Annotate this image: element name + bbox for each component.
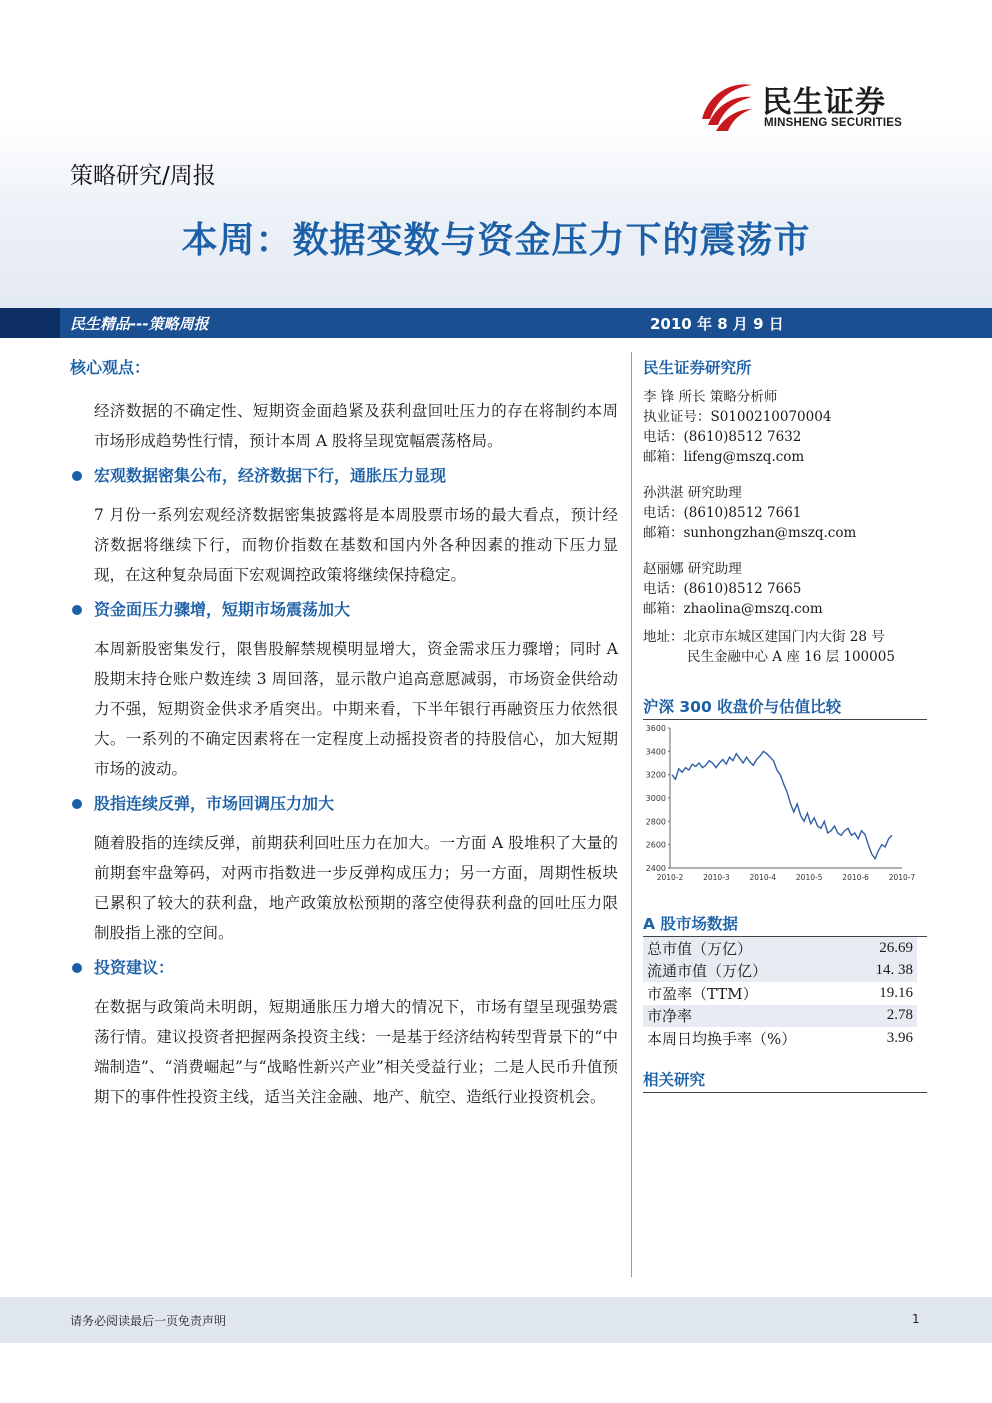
column-divider xyxy=(631,352,632,1277)
section-paragraph: 随着股指的连续反弹，前期获利回吐压力在加大。一方面 A 股堆积了大量的前期套牢盘筹码，对两市指数进一步反弹构成压力；另一方面，周期性板块已累积了较大的获利盘，地产政策放松预期的落空使得获利盘的回吐压力限制股指上涨的空间。 xyxy=(94,834,618,942)
section-paragraph: 本周新股密集发行，限售股解禁规模明显增大，资金需求压力骤增；同时 A 股期末持仓账户数连续 3 周回落，显示散户追高意愿减弱，市场资金供给动力不强，短期资金供求矛盾突出。中期来看，下半年银行再融资压力依然很大。一系列的不确定因素将在一定程度上动摇投资者的持股信心，加大短期市场的波动。 xyxy=(94,640,618,778)
analyst-license: 执业证号：S0100210070004 xyxy=(643,409,832,425)
row-value: 3.96 xyxy=(886,1029,913,1046)
row-value: 2.78 xyxy=(856,1005,918,1028)
report-category: 策略研究/周报 xyxy=(70,163,216,189)
report-title: 本周：数据变数与资金压力下的震荡市 xyxy=(181,220,811,261)
section-paragraph: 7 月份一系列宏观经济数据密集披露将是本周股票市场的最大看点，预计经济数据将继续下行，而物价指数在基数和国内外各种因素的推动下压力显现，在这种复杂局面下宏观调控政策将继续保持稳定。 xyxy=(94,506,618,584)
row-label: 本周日均换手率（%） xyxy=(647,1029,797,1048)
table-row xyxy=(643,937,917,960)
series-line-0 xyxy=(672,751,892,858)
page-number: 1 xyxy=(912,1312,920,1326)
analyst-email[interactable]: 邮箱：sunhongzhan@mszq.com xyxy=(643,525,857,541)
footer-disclaimer: 请务必阅读最后一页免责声明 xyxy=(70,1314,227,1328)
address-line-1: 地址：北京市东城区建国门内大街 28 号 xyxy=(643,629,885,645)
table-row xyxy=(643,1027,917,1050)
analyst-phone: 电话：(8610)8512 7661 xyxy=(643,505,802,521)
section-heading-text: 资金面压力骤增，短期市场震荡加大 xyxy=(94,600,351,619)
table-row xyxy=(643,1005,917,1028)
x-tick-label: 2010-2 xyxy=(656,873,684,882)
market-data-table xyxy=(643,937,917,1050)
csi300-chart xyxy=(640,720,920,890)
section-heading-text: 股指连续反弹，市场回调压力加大 xyxy=(94,794,335,813)
y-tick-label: 3400 xyxy=(645,747,666,757)
y-tick-label: 2600 xyxy=(645,840,666,850)
section-heading-text: 宏观数据密集公布，经济数据下行，通胀压力显现 xyxy=(94,466,447,485)
core-paragraph: 经济数据的不确定性、短期资金面趋紧及获利盘回吐压力的存在将制约本周市场形成趋势性行情，预计本周 A 股将呈现宽幅震荡格局。 xyxy=(94,402,618,450)
analyst-name: 李 锋 所长 策略分析师 xyxy=(643,389,778,405)
logo-cn-text: 民生证券 xyxy=(762,85,886,120)
x-tick-label: 2010-5 xyxy=(795,873,823,882)
y-tick-label: 2800 xyxy=(645,817,666,827)
analyst-email[interactable]: 邮箱：lifeng@mszq.com xyxy=(643,449,805,465)
bullet-icon xyxy=(72,799,82,809)
institute-heading: 民生证券研究所 xyxy=(643,359,752,377)
section-heading-rebound xyxy=(70,792,618,816)
analyst-email[interactable]: 邮箱：zhaolina@mszq.com xyxy=(643,601,823,617)
x-tick-label: 2010-3 xyxy=(703,873,730,882)
main-column xyxy=(70,355,618,1120)
analyst-name: 赵丽娜 研究助理 xyxy=(643,561,742,577)
section-heading-macro xyxy=(70,464,618,488)
row-label: 市净率 xyxy=(643,1005,856,1028)
y-tick-label: 2400 xyxy=(645,864,666,873)
table-row xyxy=(643,982,917,1005)
core-heading: 核心观点： xyxy=(70,358,151,377)
y-tick-label: 3200 xyxy=(645,770,666,780)
address-line-2: 民生金融中心 A 座 16 层 100005 xyxy=(687,649,895,665)
chart-heading: 沪深 300 收盘价与估值比较 xyxy=(643,695,927,720)
sidebar xyxy=(643,355,927,667)
x-tick-label: 2010-7 xyxy=(888,873,916,882)
row-value: 19.16 xyxy=(879,984,913,1001)
section-heading-funding xyxy=(70,598,618,622)
series-name: 民生精品---策略周报 xyxy=(70,315,209,333)
row-label: 流通市值（万亿） xyxy=(643,960,856,983)
section-heading-text: 投资建议： xyxy=(94,958,175,977)
y-tick-label: 3600 xyxy=(645,724,666,733)
bullet-icon xyxy=(72,471,82,481)
x-tick-label: 2010-6 xyxy=(842,873,869,882)
related-research-heading: 相关研究 xyxy=(643,1068,927,1093)
row-label: 总市值（万亿） xyxy=(643,937,856,960)
analyst-phone: 电话：(8610)8512 7632 xyxy=(643,429,802,445)
bullet-icon xyxy=(72,963,82,973)
y-tick-label: 3000 xyxy=(645,794,666,803)
logo-en-text: MINSHENG SECURITIES xyxy=(764,117,902,129)
report-date: 2010 年 8 月 9 日 xyxy=(650,315,784,333)
section-heading-advice xyxy=(70,956,618,980)
title-bar-accent xyxy=(0,308,60,338)
section-paragraph: 在数据与政策尚未明朗，短期通胀压力增大的情况下，市场有望呈现强势震荡行情。建议投资者把握两条投资主线：一是基于经济结构转型背景下的“中端制造”、“消费崛起”与“战略性新兴产业”相关受益行业；二是人民币升值预期下的事件性投资主线，适当关注金融、地产、航空、造纸行业投资机会。 xyxy=(94,998,618,1106)
bullet-icon xyxy=(72,605,82,615)
row-label: 市盈率（TTM） xyxy=(647,984,758,1003)
analyst-name: 孙洪湛 研究助理 xyxy=(643,485,742,501)
analyst-phone: 电话：(8610)8512 7665 xyxy=(643,581,802,597)
minsheng-logo xyxy=(694,75,924,135)
table-row xyxy=(643,960,917,983)
row-value: 14. 38 xyxy=(856,960,918,983)
csi300-chart-svg xyxy=(640,720,920,890)
x-tick-label: 2010-4 xyxy=(749,873,777,882)
minsheng-logo-icon xyxy=(694,75,756,133)
row-value: 26.69 xyxy=(856,937,918,960)
market-data-heading: A 股市场数据 xyxy=(643,912,927,937)
